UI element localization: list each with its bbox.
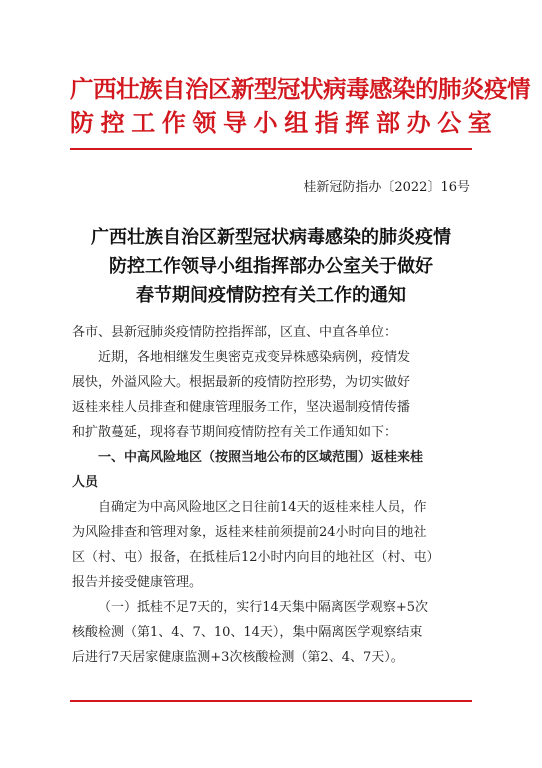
intro-line-4: 和扩散蔓延，现将春节期间疫情防控有关工作通知如下： (72, 425, 398, 440)
title-line-1: 广西壮族自治区新型冠状病毒感染的肺炎疫情 (91, 227, 451, 248)
document-number: 桂新冠防指办〔2022〕16号 (303, 180, 470, 195)
addressee: 各市、县新冠肺炎疫情防控指挥部，区直、中直各单位： (72, 325, 398, 340)
issuing-authority-header (70, 72, 530, 140)
section1-paragraph-line-3: 区（村、屯）报备，在抵桂后12小时内向目的地社区（村、屯） (72, 550, 440, 565)
header-line-1: 广西壮族自治区新型冠状病毒感染的肺炎疫情 (70, 75, 530, 103)
intro-line-2: 展快，外溢风险大。根据最新的疫情防控形势，为切实做好 (72, 375, 411, 390)
section-heading-1: 一、中高风险地区（按照当地公布的区域范围）返桂来桂 (98, 450, 424, 465)
document-title (70, 223, 472, 310)
title-line-3: 春节期间疫情防控有关工作的通知 (136, 285, 406, 306)
section1-paragraph-line-1: 自确定为中高风险地区之日往前14天的返桂来桂人员，作 (98, 500, 427, 515)
item-1-line-2: 核酸检测（第1、4、7、10、14天），集中隔离医学观察结束 (72, 625, 423, 640)
intro-line-3: 返桂来桂人员排查和健康管理服务工作，坚决遏制疫情传播 (72, 400, 411, 415)
section1-paragraph-line-2: 为风险排查和管理对象，返桂来桂前须提前24小时向目的地社 (72, 525, 427, 540)
section-heading-1-cont: 人员 (72, 475, 99, 490)
item-1-line-3: 后进行7天居家健康监测+3次核酸检测（第2、4、7天）。 (72, 650, 404, 665)
document-body (72, 320, 472, 670)
item-1-line-1: （一）抵桂不足7天的，实行14天集中隔离医学观察+5次 (98, 600, 428, 615)
section1-paragraph-line-4: 报告并接受健康管理。 (72, 575, 203, 590)
header-line-2: 防控工作领导小组指挥部办公室 (70, 108, 499, 137)
footer-red-rule (70, 700, 472, 702)
header-red-rule (70, 148, 472, 150)
intro-line-1: 近期，各地相继发生奥密克戎变异株感染病例，疫情发 (98, 350, 411, 365)
title-line-2: 防控工作领导小组指挥部办公室关于做好 (109, 256, 433, 277)
